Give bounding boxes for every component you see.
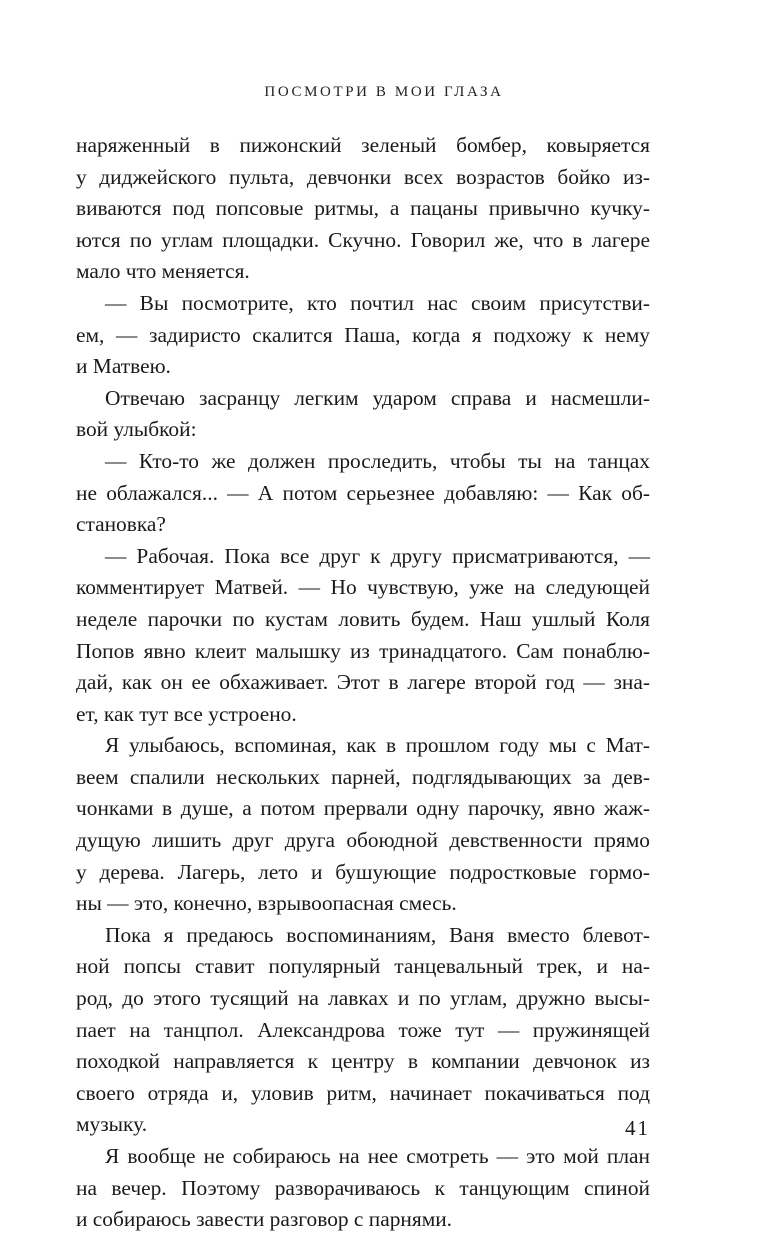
text-line: комментирует Матвей. — Но чувствую, уже на следующей [76,575,650,600]
running-header-title: ПОСМОТРИ В МОИ ГЛАЗА [264,84,504,100]
page-number: 41 [625,1116,650,1140]
text-line: чонками в душе, а потом прервали одну парочку, явно жаж- [76,796,650,821]
text-line: и Матвею. [76,354,171,379]
paragraph [76,288,650,383]
text-line: у диджейского пульта, девчонки всех возрастов бойко из- [76,164,650,189]
text-line: — Рабочая. Пока все друг к другу присматриваются, — [105,543,650,568]
paragraph [76,541,650,731]
body-text [76,130,650,1236]
text-line: мало что меняется. [76,259,250,284]
text-line: род, до этого тусящий на лавках и по углам, дружно высы- [76,986,650,1011]
text-line: ет, как тут все устроено. [76,701,297,726]
paragraph [76,383,650,446]
paragraph [76,730,650,920]
text-line: ются по углам площадки. Скучно. Говорил же, что в лагере [76,227,650,252]
text-line: ной попсы ставит популярный танцевальный трек, и на- [76,954,650,979]
text-line: наряженный в пижонский зеленый бомбер, ковыряется [76,133,650,157]
text-line: неделе парочки по кустам ловить будем. Наш ушлый Коля [76,606,650,631]
text-line: Отвечаю засранцу легким ударом справа и насмешли- [105,385,650,410]
text-line: — Вы посмотрите, кто почтил нас своим присутстви- [105,290,650,315]
text-line: виваются под попсовые ритмы, а пацаны привычно кучку- [76,196,650,221]
text-line: Пока я предаюсь воспоминаниям, Ваня вместо блевот- [105,922,650,947]
text-line: Я улыбаюсь, вспоминая, как в прошлом году мы с Мат- [105,733,650,758]
text-line: становка? [76,512,166,537]
text-line: своего отряда и, уловив ритм, начинает покачиваться под [76,1080,650,1105]
text-line: походкой направляется к центру в компании девчонок из [76,1049,650,1074]
text-line: ем, — задиристо скалится Паша, когда я подхожу к нему [76,322,650,347]
text-line: и собираюсь завести разговор с парнями. [76,1207,453,1232]
paragraph [76,920,650,1141]
text-line: не облажался... — А потом серьезнее добавляю: — Как об- [76,480,650,505]
text-line: — Кто-то же должен проследить, чтобы ты на танцах [105,448,650,473]
text-line: Попов явно клеит малышку из тринадцатого. Сам понаблю- [76,638,650,663]
text-line: Я вообще не собираюсь на нее смотреть — это мой план [105,1144,650,1168]
text-line: пает на танцпол. Александрова тоже тут — пружинящей [76,1017,650,1042]
text-line: веем спалили нескольких парней, подглядывающих за дев- [76,764,650,789]
paragraph [76,130,650,288]
text-line: дай, как он ее обхаживает. Этот в лагере второй год — зна- [76,670,650,695]
text-line: у дерева. Лагерь, лето и бушующие подростковые гормо- [76,859,650,884]
text-line: на вечер. Поэтому разворачиваюсь к танцующим спиной [76,1175,650,1200]
text-line: дущую лишить друг друга обоюдной девственности прямо [76,828,650,853]
paragraph [76,1141,650,1236]
text-line: ны — это, конечно, взрывоопасная смесь. [76,891,457,916]
paragraph [76,446,650,541]
text-line: музыку. [76,1112,148,1137]
text-line: вой улыбкой: [76,417,197,442]
